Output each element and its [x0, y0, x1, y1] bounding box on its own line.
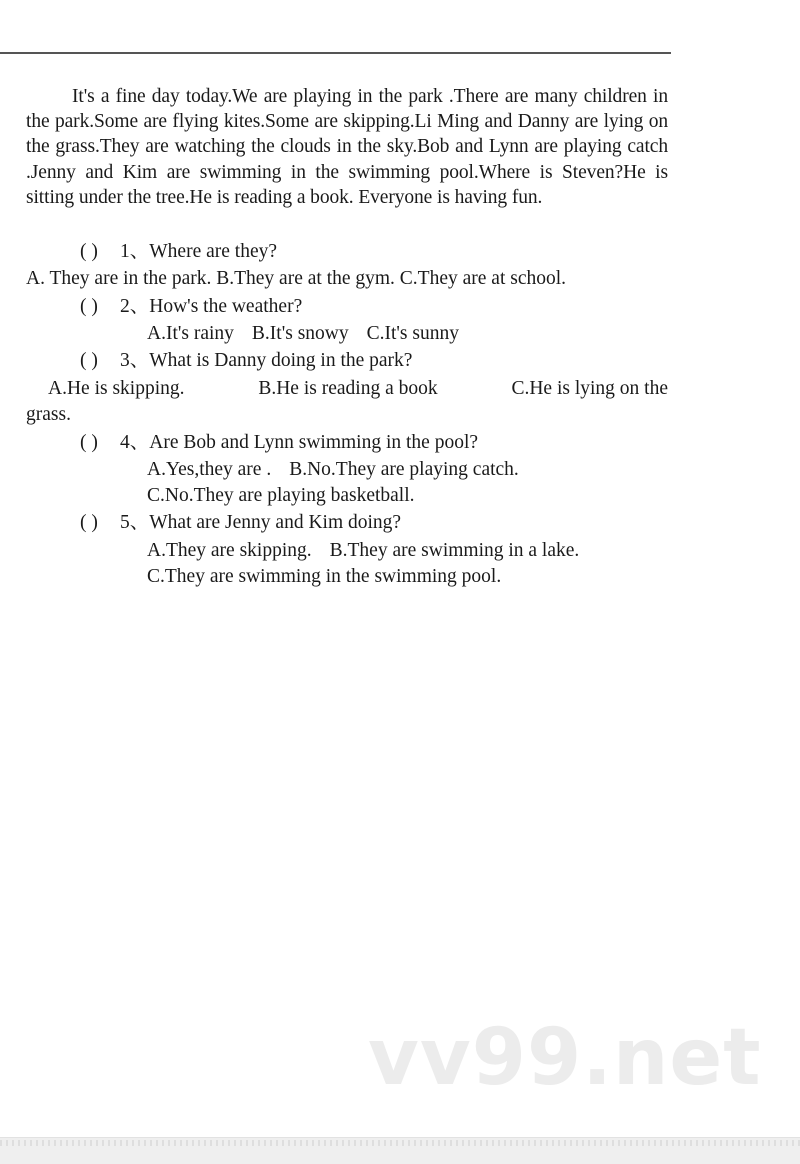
question-4-options-row1	[147, 457, 519, 483]
option-b: B.It's snowy	[251, 323, 349, 344]
option-c: C.It's sunny	[366, 323, 459, 344]
question-number: 5、	[120, 512, 150, 533]
option-b: B.They are swimming in a lake.	[329, 540, 580, 561]
option-a: A.Yes,they are .	[147, 459, 272, 480]
question-text: What is Danny doing in the park?	[149, 350, 413, 371]
option-c: C.They are swimming in the swimming pool.	[147, 566, 502, 587]
option-a: A.He is skipping.	[48, 378, 185, 399]
question-2	[80, 294, 302, 320]
question-3	[80, 348, 412, 374]
question-1-options: A. They are in the park. B.They are at the gym. C.They are at school.	[26, 268, 567, 289]
question-number: 2、	[120, 296, 150, 317]
question-5-options-row1	[147, 538, 579, 564]
question-text: How's the weather?	[149, 296, 303, 317]
option-c: C.No.They are playing basketball.	[147, 485, 415, 506]
answer-blank: ( )	[80, 296, 98, 317]
question-5-options-row2	[147, 564, 501, 590]
option-a: A.They are skipping.	[147, 540, 312, 561]
watermark: vv99.net	[368, 1013, 762, 1103]
question-text: What are Jenny and Kim doing?	[149, 512, 402, 533]
option-a: A.It's rainy	[147, 323, 234, 344]
answer-blank: ( )	[80, 432, 98, 453]
answer-blank: ( )	[80, 512, 98, 533]
question-4	[80, 430, 478, 456]
question-number: 1、	[120, 241, 150, 262]
answer-blank: ( )	[80, 241, 98, 262]
question-4-options-row2	[147, 483, 415, 509]
question-1	[80, 239, 277, 265]
question-3-options	[48, 376, 668, 402]
option-c-continuation: grass.	[26, 404, 71, 425]
option-b: B.He is reading a book	[258, 378, 438, 399]
question-number: 4、	[120, 432, 150, 453]
question-text: Are Bob and Lynn swimming in the pool?	[149, 432, 479, 453]
question-text: Where are they?	[149, 241, 278, 262]
option-c: C.He is lying on the	[511, 378, 668, 399]
question-5	[80, 510, 401, 536]
bottom-scroll-edge	[0, 1137, 800, 1164]
question-2-options	[147, 321, 459, 347]
reading-passage: It's a fine day today.We are playing in the park .There are many children in the park.Some are flying kites.Some are skipping.Li Ming and Danny are lying on the grass.They are watching the clouds in the sky.Bob and Lynn are playing catch .Jenny and Kim are swimming in the swimming pool.Where is Steven?He is sitting under the tree.He is reading a book. Everyone is having fun.	[26, 86, 668, 208]
answer-blank: ( )	[80, 350, 98, 371]
top-divider	[0, 52, 671, 54]
option-b: B.No.They are playing catch.	[289, 459, 519, 480]
question-number: 3、	[120, 350, 150, 371]
